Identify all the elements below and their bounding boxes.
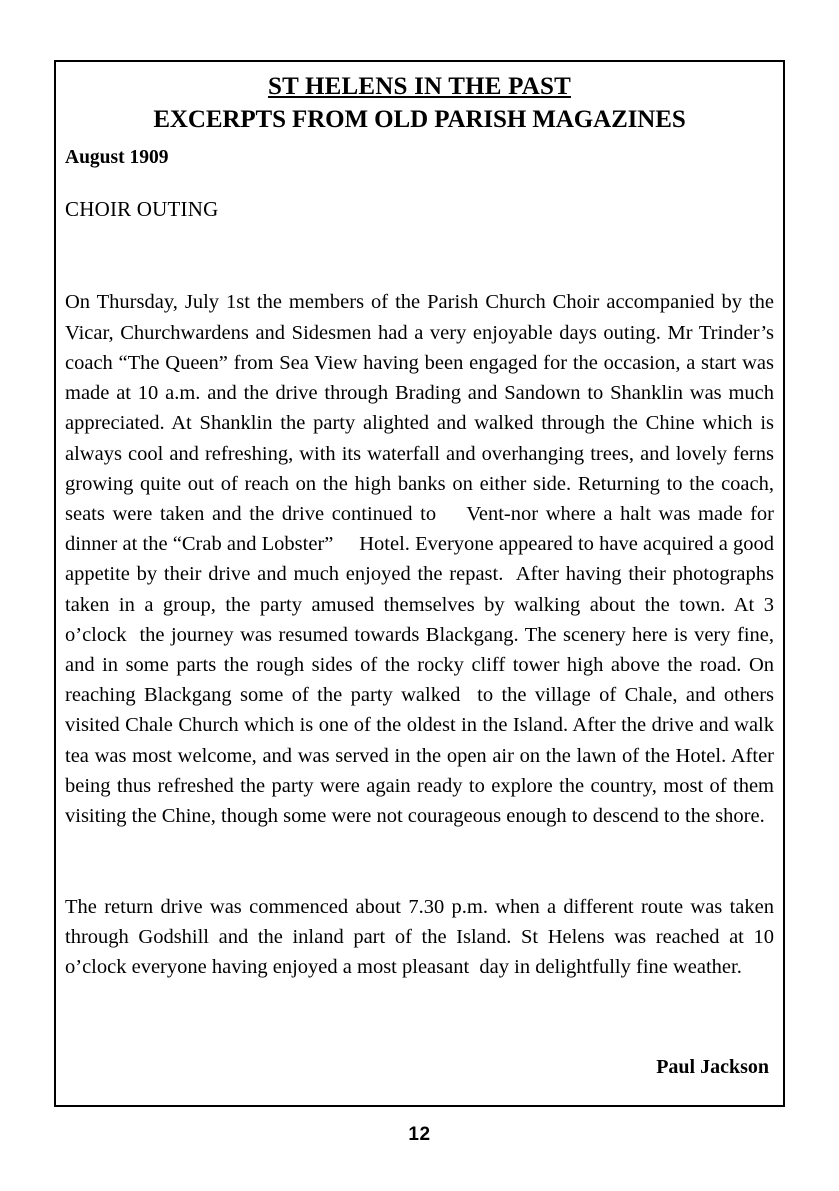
article-title <box>65 70 774 137</box>
article-dateline: August 1909 <box>65 146 169 168</box>
article-title-line-2: EXCERPTS FROM OLD PARISH MAGAZINES <box>153 106 686 134</box>
page-number: 12 <box>408 1124 431 1145</box>
article-paragraph-2: The return drive was commenced about 7.30 p.m. when a different route was taken through Godshill and the inland part of the Island. St Helens was reached at 10 o’clock everyone having enjoyed a most pleasant day in delightfully fine weather. <box>65 895 780 978</box>
article-body <box>65 227 780 1042</box>
article-section-heading: CHOIR OUTING <box>65 196 219 221</box>
article-paragraph-1: On Thursday, July 1st the members of the Parish Church Choir accompanied by the Vicar, Churchwardens and Sidesmen had a very enjoyable days outing. Mr Trinder’s coach “The Queen” from Sea View having been engaged for the occasion, a start was made at 10 a.m. and the drive through Brading and Sandown to Shanklin was much appreciated. At Shanklin the party alighted and walked through the Chine which is always cool and refreshing, with its waterfall and overhanging trees, and lovely ferns growing quite out of reach on the high banks on either side. Returning to the coach, seats were taken and the drive continued to Vent-nor where a halt was made for dinner at the “Crab and Lobster” Hotel. Everyone appeared to have acquired a good appetite by their drive and much enjoyed the repast. After having their photographs taken in a group, the party amused themselves by walking about the town. At 3 o’clock the journey was resumed towards Blackgang. The scenery here is very fine, and in some parts the rough sides of the rocky cliff tower high above the road. On reaching Blackgang some of the party walked to the village of Chale, and others visited Chale Church which is one of the oldest in the Island. After the drive and walk tea was most welcome, and was served in the open air on the lawn of the Hotel. After being thus refreshed the party were again ready to explore the country, most of them visiting the Chine, though some were not courageous enough to descend to the shore. <box>65 291 780 827</box>
article-signature: Paul Jackson <box>656 1056 769 1078</box>
article-border-box <box>54 60 785 1107</box>
article-title-line-1: ST HELENS IN THE PAST <box>268 73 571 100</box>
